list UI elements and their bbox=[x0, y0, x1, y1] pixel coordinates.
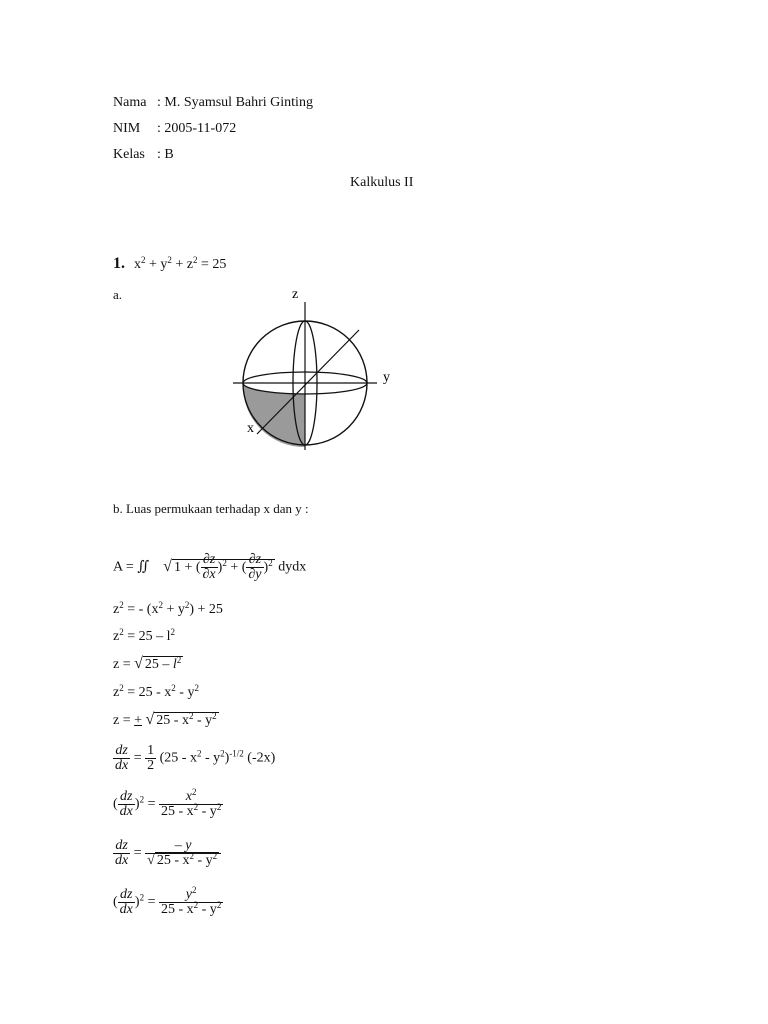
part-b-label: b. Luas permukaan terhadap x dan y : bbox=[113, 501, 309, 516]
name-label: Nama bbox=[113, 95, 147, 110]
course-title: Kalkulus II bbox=[350, 175, 414, 190]
step-6: $\frac{dz}{dx}$ = $\frac{1}{2}$ $(25 - x^2 - y^2)^{-1/2}$ (-2x) bbox=[115, 743, 276, 773]
y-axis-label: y bbox=[383, 370, 390, 385]
problem-number-text: 1. bbox=[113, 255, 125, 272]
name-value: : M. Syamsul Bahri Ginting bbox=[157, 95, 313, 110]
step-8: $\frac{dz}{dx}$ = $\frac{- y}{√ 25 - x^2 - y^2}$ bbox=[113, 839, 221, 868]
sphere-figure bbox=[225, 280, 405, 460]
step-2: $z^2 = 25 - l^2$ bbox=[113, 627, 176, 644]
step-5: z = + √ $25 - x^2 - y^2$ bbox=[113, 711, 217, 728]
part-a-label: a. bbox=[113, 287, 123, 302]
kelas-value: : B bbox=[157, 147, 174, 162]
step-4: $z^2 = 25 - x^2 - y^2$ bbox=[113, 683, 199, 700]
nim-value: : 2005-11-072 bbox=[157, 121, 237, 136]
step-3: z = √ $25 - l^2$ bbox=[113, 655, 182, 672]
equation-sphere: $x^2 + y^2 + z^2 = 25$ bbox=[134, 255, 227, 272]
kelas-label: Kelas bbox=[113, 147, 145, 162]
x-axis bbox=[257, 330, 359, 434]
step-7: ( $\frac{dz}{dx}$ )$^2$ = $\frac{x^2}{25 - x^2 - y^2}$ bbox=[113, 787, 222, 819]
problem-number bbox=[113, 255, 125, 273]
nim-label: NIM bbox=[113, 121, 141, 136]
x-axis-label: x bbox=[247, 421, 254, 436]
z-axis-label: z bbox=[292, 287, 299, 302]
area-integral: A = ∬ √ 1 + ( $\frac{\partial z}{\partial x}$ )$^2$ + ( $\frac{\partial z}{\partial y}$ )$^2$ dydx bbox=[113, 552, 307, 582]
step-9: ( $\frac{dz}{dx}$ )$^2$ = $\frac{y^2}{25 - x^2 - y^2}$ bbox=[113, 885, 222, 917]
step-1: $z^2$ = - $(x^2 + y^2) + 25$ bbox=[113, 600, 223, 617]
